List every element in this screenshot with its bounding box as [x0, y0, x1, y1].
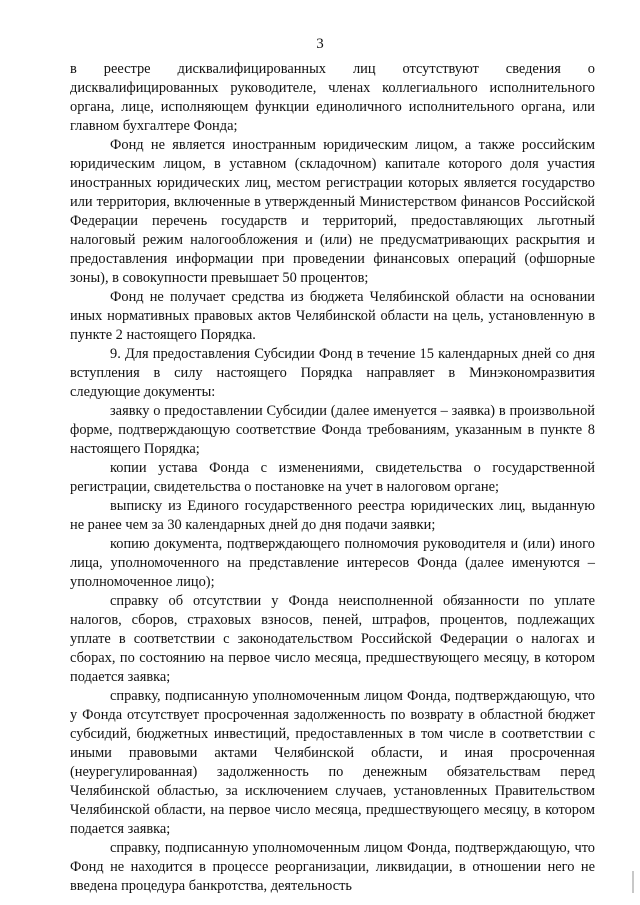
paragraph-2: Фонд не является иностранным юридическим лицом, а также российским юридическим лицом, в уставном (складочном) капитале которого доля участия иностранных юридических лиц, местом регистрации которых является государство или территория, включенные в утвержденный Министерством финансов Российской Федерации перечень государств и территорий, предоставляющих льготный налоговый режим налогообложения и (или) не предусматривающих раскрытия и предоставления информации при проведении финансовых операций (офшорные зоны), в совокупности превышает 50 процентов; [70, 137, 595, 286]
paragraph-9: справку об отсутствии у Фонда неисполненной обязанности по уплате налогов, сборов, страховых взносов, пеней, штрафов, процентов, подлежащих уплате в соответствии с законодательством Российской Федерации о налогах и сборах, по состоянию на первое число месяца, предшествующего месяцу, в котором подается заявка; [70, 593, 595, 685]
paragraph-1: в реестре дисквалифицированных лиц отсутствуют сведения о дисквалифицированных руководителе, членах коллегиального исполнительного органа, лице, исполняющем функции единоличного исполнительного органа, или главном бухгалтере Фонда; [70, 61, 595, 134]
paragraph-5: заявку о предоставлении Субсидии (далее именуется – заявка) в произвольной форме, подтверждающую соответствие Фонда требованиям, указанным в пункте 8 настоящего Порядка; [70, 403, 595, 457]
paragraph-11: справку, подписанную уполномоченным лицом Фонда, подтверждающую, что Фонд не находится в процессе реорганизации, ликвидации, в отношении него не введена процедура банкротства, деятельность [70, 840, 595, 894]
page-number: 3 [316, 36, 324, 52]
scan-edge-mark [632, 871, 634, 893]
paragraph-8: копию документа, подтверждающего полномочия руководителя и (или) иного лица, уполномоченного на представление интересов Фонда (далее именуются – уполномоченное лицо); [70, 536, 595, 590]
document-body [70, 60, 595, 896]
paragraph-4: 9. Для предоставления Субсидии Фонд в течение 15 календарных дней со дня вступления в силу настоящего Порядка направляет в Минэкономразвития следующие документы: [70, 346, 595, 400]
paragraph-3: Фонд не получает средства из бюджета Челябинской области на основании иных нормативных правовых актов Челябинской области на цель, установленную в пункте 2 настоящего Порядка. [70, 289, 595, 343]
paragraph-7: выписку из Единого государственного реестра юридических лиц, выданную не ранее чем за 30 календарных дней до дня подачи заявки; [70, 498, 595, 533]
paragraph-10: справку, подписанную уполномоченным лицом Фонда, подтверждающую, что у Фонда отсутствует просроченная задолженность по возврату в областной бюджет субсидий, бюджетных инвестиций, предоставленных в том числе в соответствии с иными правовыми актами Челябинской области, и иная просроченная (неурегулированная) задолженность по денежным обязательствам перед Челябинской областью, за исключением случаев, установленных Правительством Челябинской области, на первое число месяца, предшествующего месяцу, в котором подается заявка; [70, 688, 595, 837]
paragraph-6: копии устава Фонда с изменениями, свидетельства о государственной регистрации, свидетельства о постановке на учет в налоговом органе; [70, 460, 595, 495]
